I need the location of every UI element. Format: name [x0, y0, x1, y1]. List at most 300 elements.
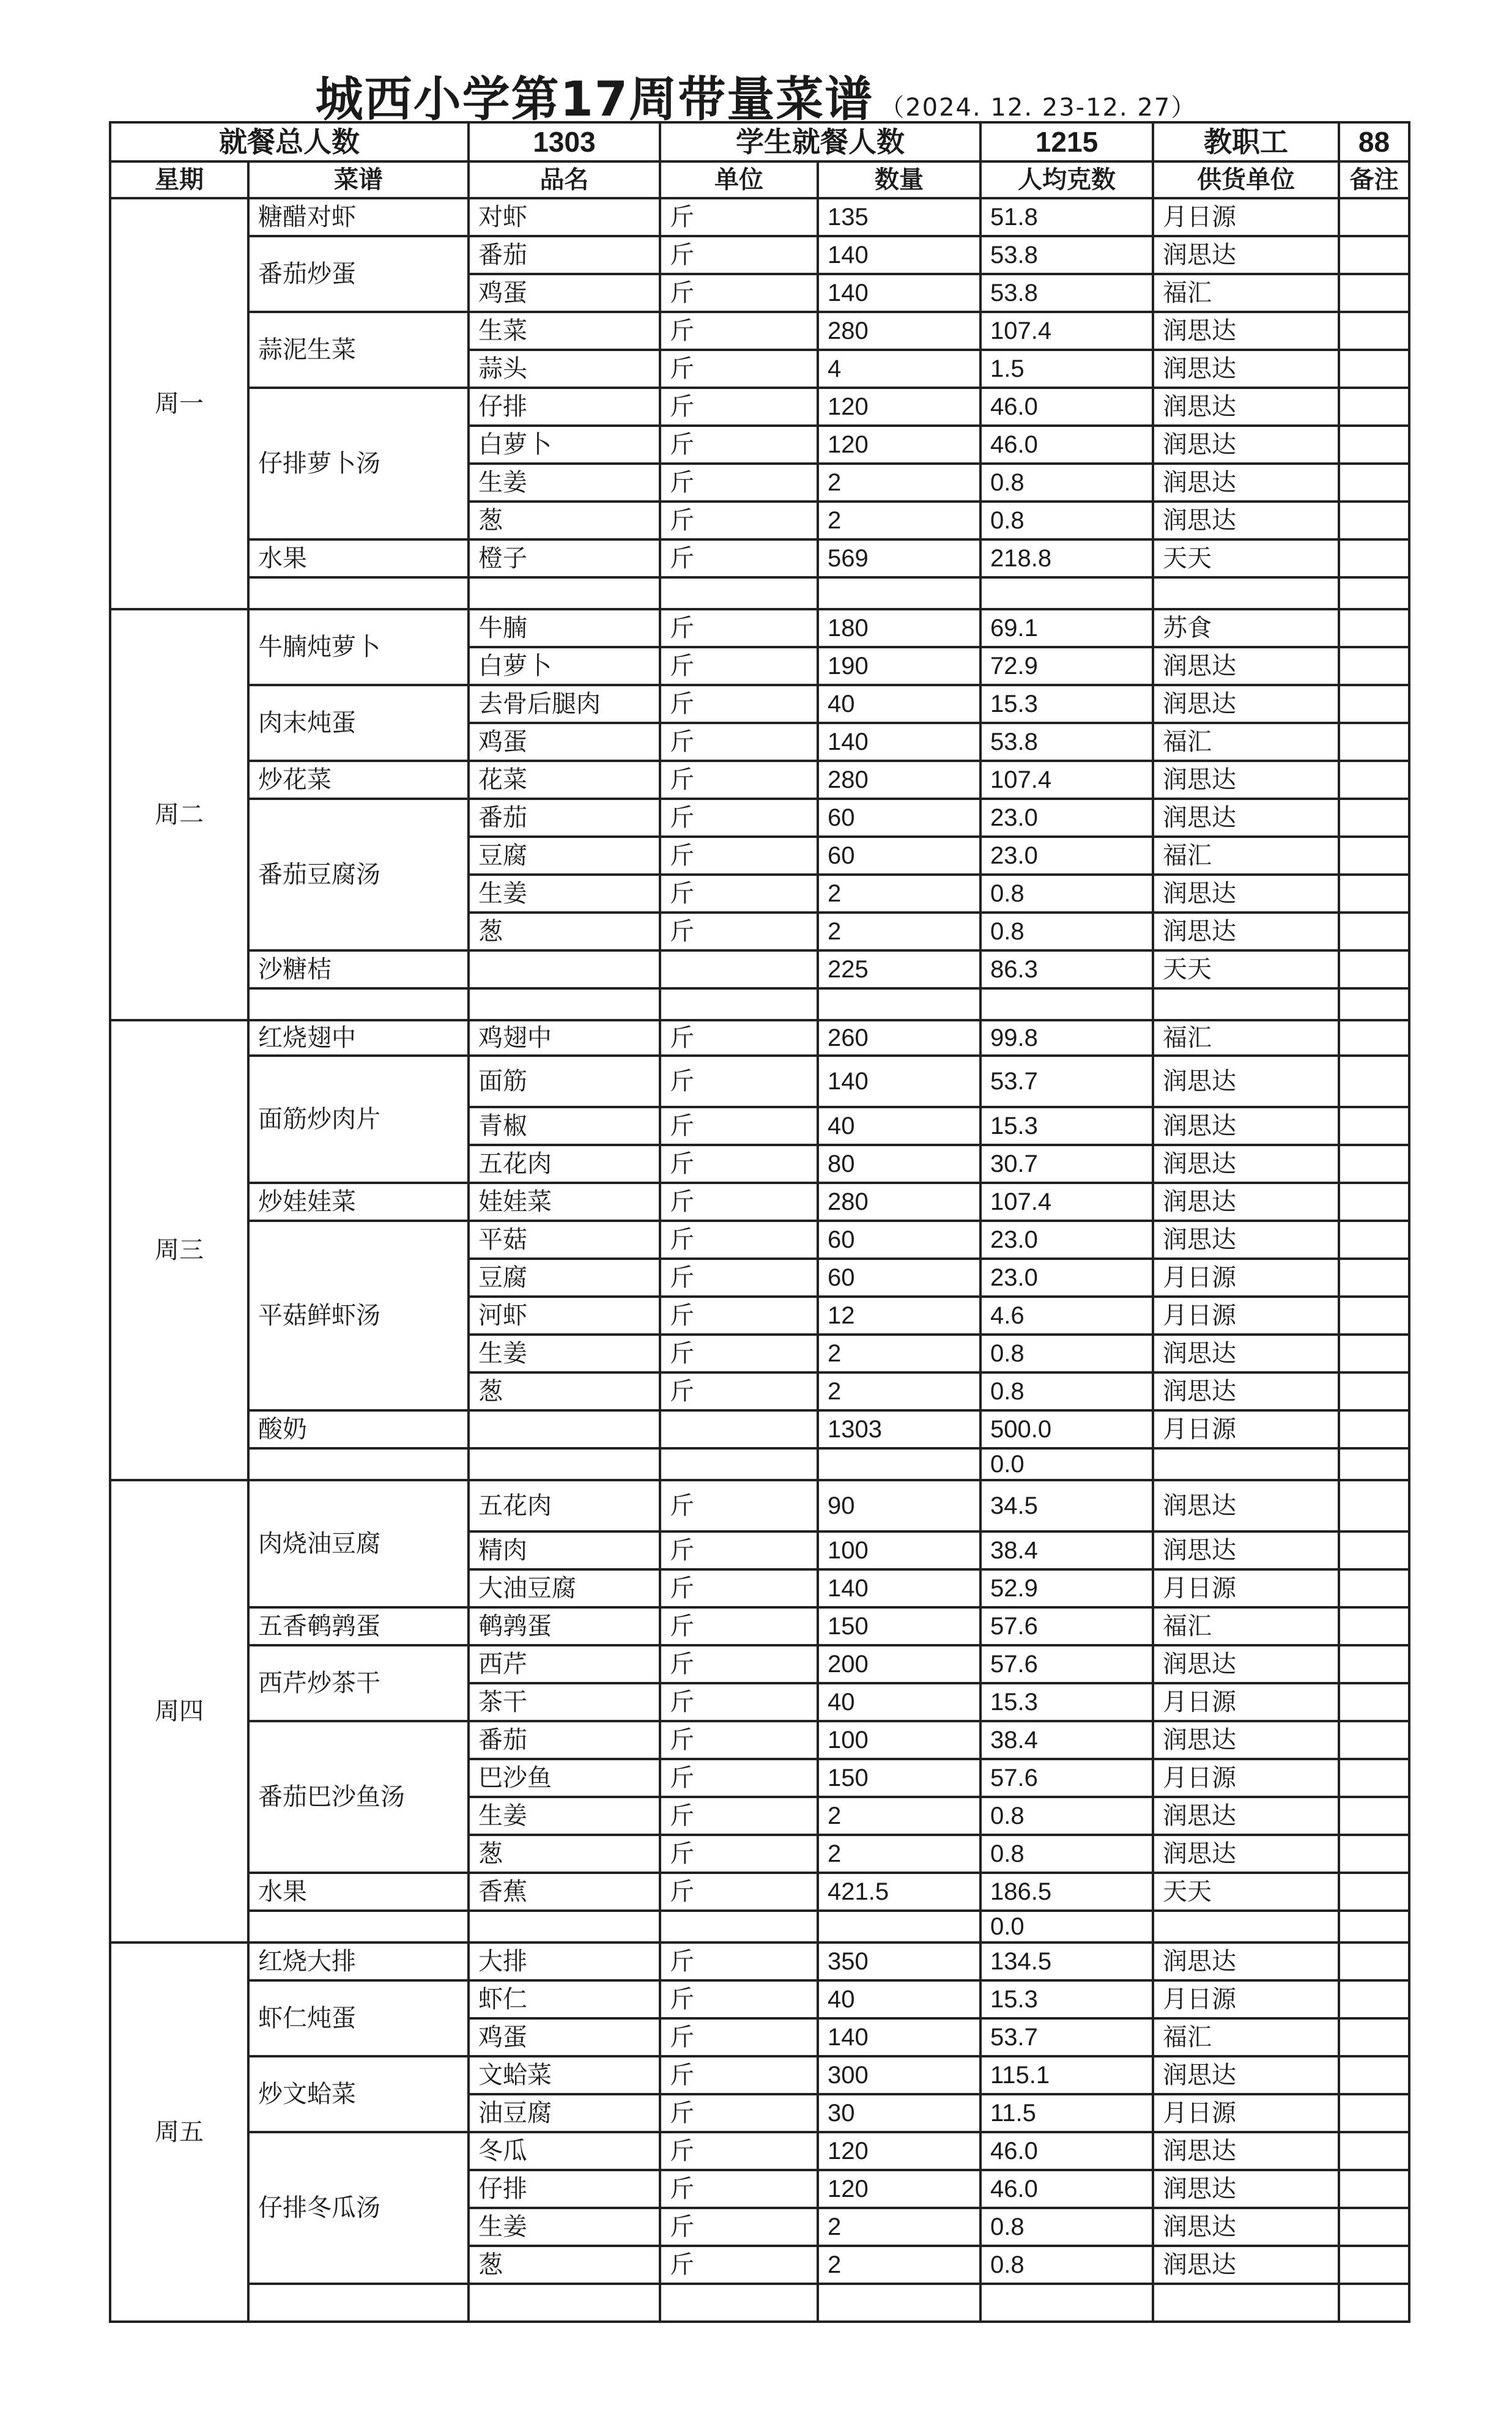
- dish-name-cell: 糖醋对虾: [248, 198, 469, 236]
- unit-cell: [660, 950, 818, 988]
- item-cell: [469, 577, 660, 609]
- unit-cell: 斤: [660, 2246, 818, 2284]
- remarks-cell: [1339, 539, 1409, 577]
- remarks-cell: [1339, 799, 1409, 837]
- remarks-cell: [1339, 1410, 1409, 1448]
- quantity-cell: 30: [818, 2094, 980, 2132]
- menu-table-body: [110, 122, 1409, 2322]
- grams-per-person-cell: 53.7: [980, 1056, 1153, 1107]
- remarks-cell: [1339, 464, 1409, 502]
- supplier-cell: 月日源: [1153, 1410, 1339, 1448]
- unit-cell: 斤: [660, 2208, 818, 2246]
- unit-cell: 斤: [660, 647, 818, 685]
- remarks-cell: [1339, 2170, 1409, 2208]
- supplier-cell: 月日源: [1153, 1297, 1339, 1335]
- table-row: [110, 1721, 1409, 1759]
- quantity-cell: 350: [818, 1942, 980, 1980]
- grams-per-person-cell: 38.4: [980, 1531, 1153, 1569]
- unit-cell: 斤: [660, 2056, 818, 2094]
- quantity-cell: 40: [818, 685, 980, 723]
- dish-name-cell: [248, 1911, 469, 1942]
- remarks-cell: [1339, 2246, 1409, 2284]
- quantity-cell: 140: [818, 1569, 980, 1607]
- header-quantity: 数量: [818, 161, 980, 198]
- table-row: [110, 1607, 1409, 1645]
- supplier-cell: 福汇: [1153, 723, 1339, 761]
- header-item: 品名: [469, 161, 660, 198]
- unit-cell: 斤: [660, 723, 818, 761]
- remarks-cell: [1339, 1683, 1409, 1721]
- grams-per-person-cell: 57.6: [980, 1607, 1153, 1645]
- remarks-cell: [1339, 723, 1409, 761]
- header-grams-per-person: 人均克数: [980, 161, 1153, 198]
- dish-name-cell: 西芹炒茶干: [248, 1645, 469, 1721]
- unit-cell: 斤: [660, 1297, 818, 1335]
- dish-name-cell: 沙糖桔: [248, 950, 469, 988]
- supplier-cell: [1153, 988, 1339, 1020]
- quantity-cell: [818, 2284, 980, 2322]
- item-cell: 生姜: [469, 2208, 660, 2246]
- item-cell: [469, 1911, 660, 1942]
- table-row: [110, 1410, 1409, 1448]
- remarks-cell: [1339, 1569, 1409, 1607]
- supplier-cell: 润思达: [1153, 1221, 1339, 1259]
- item-cell: 大油豆腐: [469, 1569, 660, 1607]
- supplier-cell: 润思达: [1153, 464, 1339, 502]
- supplier-cell: 福汇: [1153, 274, 1339, 312]
- grams-per-person-cell: 0.8: [980, 2208, 1153, 2246]
- quantity-cell: 150: [818, 1607, 980, 1645]
- unit-cell: 斤: [660, 875, 818, 913]
- unit-cell: 斤: [660, 1942, 818, 1980]
- grams-per-person-cell: 53.8: [980, 236, 1153, 274]
- supplier-cell: 润思达: [1153, 1145, 1339, 1183]
- quantity-cell: 100: [818, 1721, 980, 1759]
- quantity-cell: 90: [818, 1480, 980, 1531]
- dish-name-cell: 肉烧油豆腐: [248, 1480, 469, 1607]
- supplier-cell: 福汇: [1153, 837, 1339, 875]
- grams-per-person-cell: 57.6: [980, 1759, 1153, 1797]
- table-row: [110, 1942, 1409, 1980]
- remarks-cell: [1339, 312, 1409, 350]
- quantity-cell: 280: [818, 761, 980, 799]
- remarks-cell: [1339, 388, 1409, 426]
- grams-per-person-cell: 53.8: [980, 274, 1153, 312]
- remarks-cell: [1339, 274, 1409, 312]
- supplier-cell: 月日源: [1153, 1683, 1339, 1721]
- item-cell: 鸡蛋: [469, 2018, 660, 2056]
- dish-name-cell: 五香鹌鹑蛋: [248, 1607, 469, 1645]
- dish-name-cell: 面筋炒肉片: [248, 1056, 469, 1183]
- unit-cell: 斤: [660, 1797, 818, 1835]
- grams-per-person-cell: 0.8: [980, 2246, 1153, 2284]
- grams-per-person-cell: 23.0: [980, 799, 1153, 837]
- remarks-cell: [1339, 1942, 1409, 1980]
- supplier-cell: 润思达: [1153, 1835, 1339, 1873]
- unit-cell: 斤: [660, 2018, 818, 2056]
- table-row: [110, 1056, 1409, 1107]
- item-cell: 香蕉: [469, 1873, 660, 1911]
- supplier-cell: 月日源: [1153, 2094, 1339, 2132]
- quantity-cell: 120: [818, 426, 980, 464]
- table-row: [110, 236, 1409, 274]
- grams-per-person-cell: 99.8: [980, 1020, 1153, 1056]
- title-main: 城西小学第17周带量菜谱: [315, 72, 874, 127]
- unit-cell: 斤: [660, 502, 818, 539]
- unit-cell: 斤: [660, 609, 818, 647]
- unit-cell: 斤: [660, 274, 818, 312]
- remarks-cell: [1339, 2018, 1409, 2056]
- remarks-cell: [1339, 1448, 1409, 1480]
- remarks-cell: [1339, 875, 1409, 913]
- quantity-cell: 190: [818, 647, 980, 685]
- grams-per-person-cell: 0.8: [980, 1797, 1153, 1835]
- remarks-cell: [1339, 1480, 1409, 1531]
- quantity-cell: 2: [818, 2208, 980, 2246]
- grams-per-person-cell: 107.4: [980, 312, 1153, 350]
- unit-cell: 斤: [660, 236, 818, 274]
- supplier-cell: [1153, 2284, 1339, 2322]
- dish-name-cell: 番茄炒蛋: [248, 236, 469, 312]
- grams-per-person-cell: 0.8: [980, 875, 1153, 913]
- unit-cell: 斤: [660, 464, 818, 502]
- remarks-cell: [1339, 1221, 1409, 1259]
- grams-per-person-cell: 53.8: [980, 723, 1153, 761]
- unit-cell: 斤: [660, 2170, 818, 2208]
- unit-cell: [660, 1911, 818, 1942]
- quantity-cell: 200: [818, 1645, 980, 1683]
- quantity-cell: 140: [818, 1056, 980, 1107]
- supplier-cell: 润思达: [1153, 1480, 1339, 1531]
- grams-per-person-cell: 53.7: [980, 2018, 1153, 2056]
- supplier-cell: 润思达: [1153, 685, 1339, 723]
- supplier-cell: 润思达: [1153, 913, 1339, 950]
- supplier-cell: 福汇: [1153, 2018, 1339, 2056]
- supplier-cell: 润思达: [1153, 502, 1339, 539]
- unit-cell: 斤: [660, 913, 818, 950]
- item-cell: 鸡翅中: [469, 1020, 660, 1056]
- item-cell: 生菜: [469, 312, 660, 350]
- table-row: [110, 1183, 1409, 1221]
- remarks-cell: [1339, 502, 1409, 539]
- supplier-cell: [1153, 1448, 1339, 1480]
- supplier-cell: 润思达: [1153, 1942, 1339, 1980]
- dish-name-cell: 肉末炖蛋: [248, 685, 469, 761]
- item-cell: 河虾: [469, 1297, 660, 1335]
- grams-per-person-cell: 72.9: [980, 647, 1153, 685]
- item-cell: 西芹: [469, 1645, 660, 1683]
- header-weekday: 星期: [110, 161, 248, 198]
- remarks-cell: [1339, 988, 1409, 1020]
- quantity-cell: 280: [818, 312, 980, 350]
- total-diners-label: 就餐总人数: [110, 122, 469, 161]
- student-diners-value: 1215: [980, 122, 1153, 161]
- grams-per-person-cell: 51.8: [980, 198, 1153, 236]
- table-row: [110, 312, 1409, 350]
- quantity-cell: [818, 988, 980, 1020]
- grams-per-person-cell: 4.6: [980, 1297, 1153, 1335]
- table-row: [110, 1020, 1409, 1056]
- item-cell: 生姜: [469, 1797, 660, 1835]
- weekday-cell: 周三: [110, 1020, 248, 1480]
- remarks-cell: [1339, 236, 1409, 274]
- item-cell: [469, 1410, 660, 1448]
- dish-name-cell: 水果: [248, 1873, 469, 1911]
- quantity-cell: 1303: [818, 1410, 980, 1448]
- dish-name-cell: 仔排冬瓜汤: [248, 2132, 469, 2284]
- supplier-cell: 润思达: [1153, 1056, 1339, 1107]
- supplier-cell: 润思达: [1153, 2208, 1339, 2246]
- remarks-cell: [1339, 1183, 1409, 1221]
- supplier-cell: 润思达: [1153, 799, 1339, 837]
- item-cell: 葱: [469, 913, 660, 950]
- grams-per-person-cell: 218.8: [980, 539, 1153, 577]
- item-cell: 去骨后腿肉: [469, 685, 660, 723]
- quantity-cell: 300: [818, 2056, 980, 2094]
- grams-per-person-cell: 11.5: [980, 2094, 1153, 2132]
- quantity-cell: 2: [818, 913, 980, 950]
- dish-name-cell: 虾仁炖蛋: [248, 1980, 469, 2056]
- dish-name-cell: [248, 1448, 469, 1480]
- unit-cell: 斤: [660, 1683, 818, 1721]
- supplier-cell: 润思达: [1153, 312, 1339, 350]
- item-cell: 花菜: [469, 761, 660, 799]
- remarks-cell: [1339, 1107, 1409, 1145]
- unit-cell: 斤: [660, 1531, 818, 1569]
- item-cell: 大排: [469, 1942, 660, 1980]
- supplier-cell: 月日源: [1153, 1259, 1339, 1297]
- grams-per-person-cell: 0.8: [980, 502, 1153, 539]
- quantity-cell: 140: [818, 274, 980, 312]
- quantity-cell: 140: [818, 2018, 980, 2056]
- quantity-cell: 60: [818, 799, 980, 837]
- unit-cell: 斤: [660, 1721, 818, 1759]
- supplier-cell: 润思达: [1153, 1531, 1339, 1569]
- item-cell: 精肉: [469, 1531, 660, 1569]
- supplier-cell: 月日源: [1153, 1759, 1339, 1797]
- remarks-cell: [1339, 2056, 1409, 2094]
- supplier-cell: 润思达: [1153, 761, 1339, 799]
- unit-cell: 斤: [660, 1335, 818, 1372]
- grams-per-person-cell: 115.1: [980, 2056, 1153, 2094]
- remarks-cell: [1339, 1372, 1409, 1410]
- grams-per-person-cell: 46.0: [980, 2132, 1153, 2170]
- item-cell: 茶干: [469, 1683, 660, 1721]
- item-cell: 生姜: [469, 464, 660, 502]
- quantity-cell: 135: [818, 198, 980, 236]
- item-cell: 番茄: [469, 236, 660, 274]
- quantity-cell: 180: [818, 609, 980, 647]
- dish-name-cell: 蒜泥生菜: [248, 312, 469, 388]
- item-cell: 文蛤菜: [469, 2056, 660, 2094]
- weekday-cell: 周五: [110, 1942, 248, 2322]
- item-cell: 鹌鹑蛋: [469, 1607, 660, 1645]
- unit-cell: 斤: [660, 350, 818, 388]
- supplier-cell: 润思达: [1153, 2056, 1339, 2094]
- quantity-cell: 4: [818, 350, 980, 388]
- item-cell: 青椒: [469, 1107, 660, 1145]
- unit-cell: 斤: [660, 2094, 818, 2132]
- grams-per-person-cell: 186.5: [980, 1873, 1153, 1911]
- staff-label: 教职工: [1153, 122, 1339, 161]
- grams-per-person-cell: 107.4: [980, 1183, 1153, 1221]
- item-cell: 平菇: [469, 1221, 660, 1259]
- dish-name-cell: 水果: [248, 539, 469, 577]
- grams-per-person-cell: 23.0: [980, 837, 1153, 875]
- grams-per-person-cell: 107.4: [980, 761, 1153, 799]
- unit-cell: 斤: [660, 388, 818, 426]
- supplier-cell: 润思达: [1153, 2132, 1339, 2170]
- unit-cell: 斤: [660, 1183, 818, 1221]
- quantity-cell: [818, 1911, 980, 1942]
- remarks-cell: [1339, 837, 1409, 875]
- unit-cell: 斤: [660, 1020, 818, 1056]
- supplier-cell: 月日源: [1153, 198, 1339, 236]
- unit-cell: 斤: [660, 1980, 818, 2018]
- quantity-cell: 60: [818, 837, 980, 875]
- supplier-cell: 润思达: [1153, 1183, 1339, 1221]
- item-cell: 葱: [469, 2246, 660, 2284]
- remarks-cell: [1339, 2284, 1409, 2322]
- unit-cell: 斤: [660, 1569, 818, 1607]
- supplier-cell: 润思达: [1153, 1721, 1339, 1759]
- table-row: [110, 539, 1409, 577]
- quantity-cell: 120: [818, 2170, 980, 2208]
- dish-name-cell: 番茄巴沙鱼汤: [248, 1721, 469, 1873]
- item-cell: 番茄: [469, 1721, 660, 1759]
- quantity-cell: 40: [818, 1980, 980, 2018]
- item-cell: 油豆腐: [469, 2094, 660, 2132]
- dish-name-cell: [248, 988, 469, 1020]
- unit-cell: 斤: [660, 1145, 818, 1183]
- grams-per-person-cell: 0.8: [980, 1835, 1153, 1873]
- quantity-cell: 2: [818, 502, 980, 539]
- remarks-cell: [1339, 1911, 1409, 1942]
- item-cell: 巴沙鱼: [469, 1759, 660, 1797]
- grams-per-person-cell: 0.0: [980, 1911, 1153, 1942]
- unit-cell: 斤: [660, 1480, 818, 1531]
- table-row: [110, 799, 1409, 837]
- item-cell: 豆腐: [469, 1259, 660, 1297]
- unit-cell: 斤: [660, 1759, 818, 1797]
- quantity-cell: 150: [818, 1759, 980, 1797]
- item-cell: 葱: [469, 1835, 660, 1873]
- item-cell: 虾仁: [469, 1980, 660, 2018]
- item-cell: [469, 988, 660, 1020]
- remarks-cell: [1339, 1297, 1409, 1335]
- item-cell: 面筋: [469, 1056, 660, 1107]
- table-row: [110, 2056, 1409, 2094]
- remarks-cell: [1339, 913, 1409, 950]
- dish-name-cell: 平菇鲜虾汤: [248, 1221, 469, 1410]
- dish-name-cell: 番茄豆腐汤: [248, 799, 469, 950]
- quantity-cell: 2: [818, 2246, 980, 2284]
- unit-cell: 斤: [660, 799, 818, 837]
- item-cell: 五花肉: [469, 1480, 660, 1531]
- table-row: [110, 609, 1409, 647]
- table-row: [110, 1911, 1409, 1942]
- grams-per-person-cell: 0.0: [980, 1448, 1153, 1480]
- remarks-cell: [1339, 577, 1409, 609]
- quantity-cell: [818, 1448, 980, 1480]
- remarks-cell: [1339, 2094, 1409, 2132]
- quantity-cell: 100: [818, 1531, 980, 1569]
- title-date: （2024. 12. 23-12. 27）: [880, 94, 1197, 122]
- grams-per-person-cell: 46.0: [980, 2170, 1153, 2208]
- remarks-cell: [1339, 1020, 1409, 1056]
- quantity-cell: 280: [818, 1183, 980, 1221]
- quantity-cell: [818, 577, 980, 609]
- remarks-cell: [1339, 1759, 1409, 1797]
- unit-cell: 斤: [660, 1221, 818, 1259]
- remarks-cell: [1339, 198, 1409, 236]
- item-cell: 白萝卜: [469, 647, 660, 685]
- quantity-cell: 12: [818, 1297, 980, 1335]
- dish-name-cell: 红烧大排: [248, 1942, 469, 1980]
- dish-name-cell: [248, 577, 469, 609]
- remarks-cell: [1339, 1259, 1409, 1297]
- remarks-cell: [1339, 2208, 1409, 2246]
- unit-cell: 斤: [660, 1607, 818, 1645]
- quantity-cell: 40: [818, 1683, 980, 1721]
- supplier-cell: 福汇: [1153, 1020, 1339, 1056]
- item-cell: 鸡蛋: [469, 723, 660, 761]
- remarks-cell: [1339, 2132, 1409, 2170]
- supplier-cell: 月日源: [1153, 1569, 1339, 1607]
- quantity-cell: 2: [818, 1835, 980, 1873]
- grams-per-person-cell: 0.8: [980, 1372, 1153, 1410]
- item-cell: 冬瓜: [469, 2132, 660, 2170]
- item-cell: [469, 2284, 660, 2322]
- unit-cell: 斤: [660, 1873, 818, 1911]
- supplier-cell: 月日源: [1153, 1980, 1339, 2018]
- table-row: [110, 1873, 1409, 1911]
- remarks-cell: [1339, 1607, 1409, 1645]
- quantity-cell: 569: [818, 539, 980, 577]
- remarks-cell: [1339, 1980, 1409, 2018]
- grams-per-person-cell: 86.3: [980, 950, 1153, 988]
- quantity-cell: 60: [818, 1221, 980, 1259]
- dish-name-cell: [248, 2284, 469, 2322]
- remarks-cell: [1339, 1056, 1409, 1107]
- quantity-cell: 140: [818, 723, 980, 761]
- supplier-cell: [1153, 577, 1339, 609]
- item-cell: 对虾: [469, 198, 660, 236]
- quantity-cell: 421.5: [818, 1873, 980, 1911]
- quantity-cell: 2: [818, 1372, 980, 1410]
- item-cell: 仔排: [469, 388, 660, 426]
- table-row: [110, 685, 1409, 723]
- quantity-cell: 2: [818, 464, 980, 502]
- grams-per-person-cell: 34.5: [980, 1480, 1153, 1531]
- grams-per-person-cell: 23.0: [980, 1221, 1153, 1259]
- supplier-cell: 润思达: [1153, 426, 1339, 464]
- grams-per-person-cell: 1.5: [980, 350, 1153, 388]
- item-cell: 生姜: [469, 1335, 660, 1372]
- unit-cell: [660, 2284, 818, 2322]
- quantity-cell: 260: [818, 1020, 980, 1056]
- supplier-cell: 润思达: [1153, 236, 1339, 274]
- table-row: [110, 198, 1409, 236]
- grams-per-person-cell: 30.7: [980, 1145, 1153, 1183]
- grams-per-person-cell: 15.3: [980, 1980, 1153, 2018]
- table-row: [110, 1448, 1409, 1480]
- supplier-cell: 润思达: [1153, 2246, 1339, 2284]
- dish-name-cell: 仔排萝卜汤: [248, 388, 469, 539]
- supplier-cell: 天天: [1153, 539, 1339, 577]
- total-diners-value: 1303: [469, 122, 660, 161]
- remarks-cell: [1339, 1873, 1409, 1911]
